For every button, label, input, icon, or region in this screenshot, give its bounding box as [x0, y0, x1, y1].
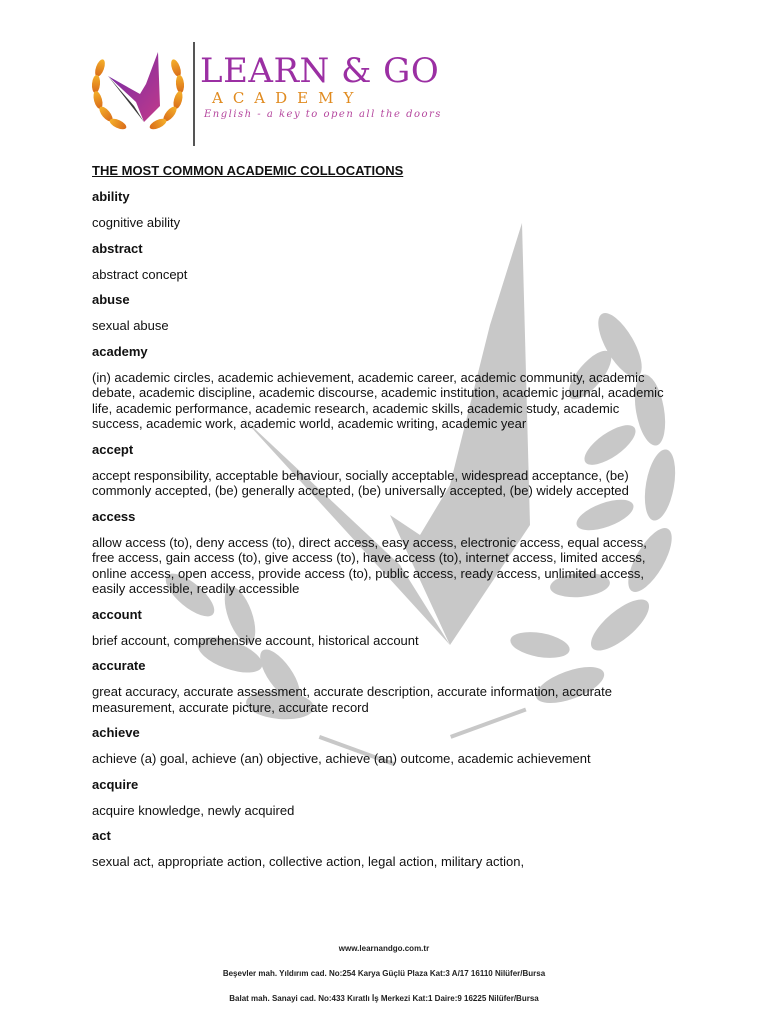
document-body	[92, 163, 672, 880]
entry-academy	[92, 344, 672, 432]
entry-collocations: accept responsibility, acceptable behaviour, socially acceptable, widespread acceptance, (be) commonly accepted, (be) generally accepted, (be) universally accepted, (be) widely accepted	[92, 467, 629, 498]
logo-divider	[193, 42, 195, 146]
entry-collocations: abstract concept	[92, 266, 188, 282]
document-title: THE MOST COMMON ACADEMIC COLLOCATIONS	[92, 163, 404, 178]
entry-ability	[92, 189, 672, 231]
entry-term: act	[92, 828, 111, 843]
entry-term: academy	[92, 343, 148, 359]
entry-term: access	[92, 508, 136, 524]
entry-act	[92, 828, 672, 870]
entry-account	[92, 607, 672, 649]
laurel-wreath-with-arrow-icon	[90, 46, 186, 134]
entry-term: accept	[92, 441, 134, 457]
entry-collocations: sexual act, appropriate action, collective action, legal action, military action,	[92, 854, 525, 869]
entry-abuse	[92, 292, 672, 334]
entry-collocations: brief account, comprehensive account, historical account	[92, 632, 419, 648]
entry-term: accurate	[92, 658, 146, 673]
entry-collocations: allow access (to), deny access (to), direct access, easy access, electronic access, equal access, free access, gain access (to), give access (to), have access (to), internet access, limited access, online access, open access, provide access (to), public access, ready access, unlimited access, easily accessible, readily accessible	[92, 534, 647, 596]
entry-term: achieve	[92, 725, 140, 740]
entry-collocations: (in) academic circles, academic achievement, academic career, academic community, academic debate, academic discipline, academic discourse, academic institution, academic journal, academic life, academic performance, academic research, academic skills, academic study, academic success, academic work, academic world, academic writing, academic year	[92, 369, 664, 431]
entry-collocations: acquire knowledge, newly acquired	[92, 802, 295, 818]
page-footer	[0, 944, 768, 1019]
entry-collocations: sexual abuse	[92, 318, 169, 333]
entry-collocations: cognitive ability	[92, 215, 181, 230]
entry-collocations: great accuracy, accurate assessment, accurate description, accurate information, accurate measurement, accurate picture, accurate record	[92, 684, 613, 715]
brand-subtitle: ACADEMY	[212, 89, 364, 107]
entry-term: abuse	[92, 292, 130, 307]
brand-name: LEARN & GO	[200, 51, 440, 91]
entry-abstract	[92, 241, 672, 283]
entry-term: account	[92, 606, 142, 622]
entry-acquire	[92, 777, 672, 819]
entry-accept	[92, 442, 672, 499]
entry-accurate	[92, 658, 672, 715]
entry-achieve	[92, 725, 672, 767]
footer-website[interactable]: www.learnandgo.com.tr	[338, 944, 430, 953]
entry-term: acquire	[92, 776, 139, 792]
entry-access	[92, 509, 672, 597]
header-logo	[90, 40, 442, 150]
brand-tagline: English - a key to open all the doors	[204, 109, 442, 120]
footer-address-1: Beşevler mah. Yıldırım cad. No:254 Karya Güçlü Plaza Kat:3 A/17 16110 Nilüfer/Bursa	[222, 969, 546, 978]
footer-address-2: Balat mah. Sanayi cad. No:433 Kıratlı İş Merkezi Kat:1 Daire:9 16225 Nilüfer/Bursa	[229, 994, 539, 1003]
entry-term: abstract	[92, 240, 143, 256]
entry-term: ability	[92, 189, 130, 204]
entry-collocations: achieve (a) goal, achieve (an) objective, achieve (an) outcome, academic achievement	[92, 751, 591, 766]
